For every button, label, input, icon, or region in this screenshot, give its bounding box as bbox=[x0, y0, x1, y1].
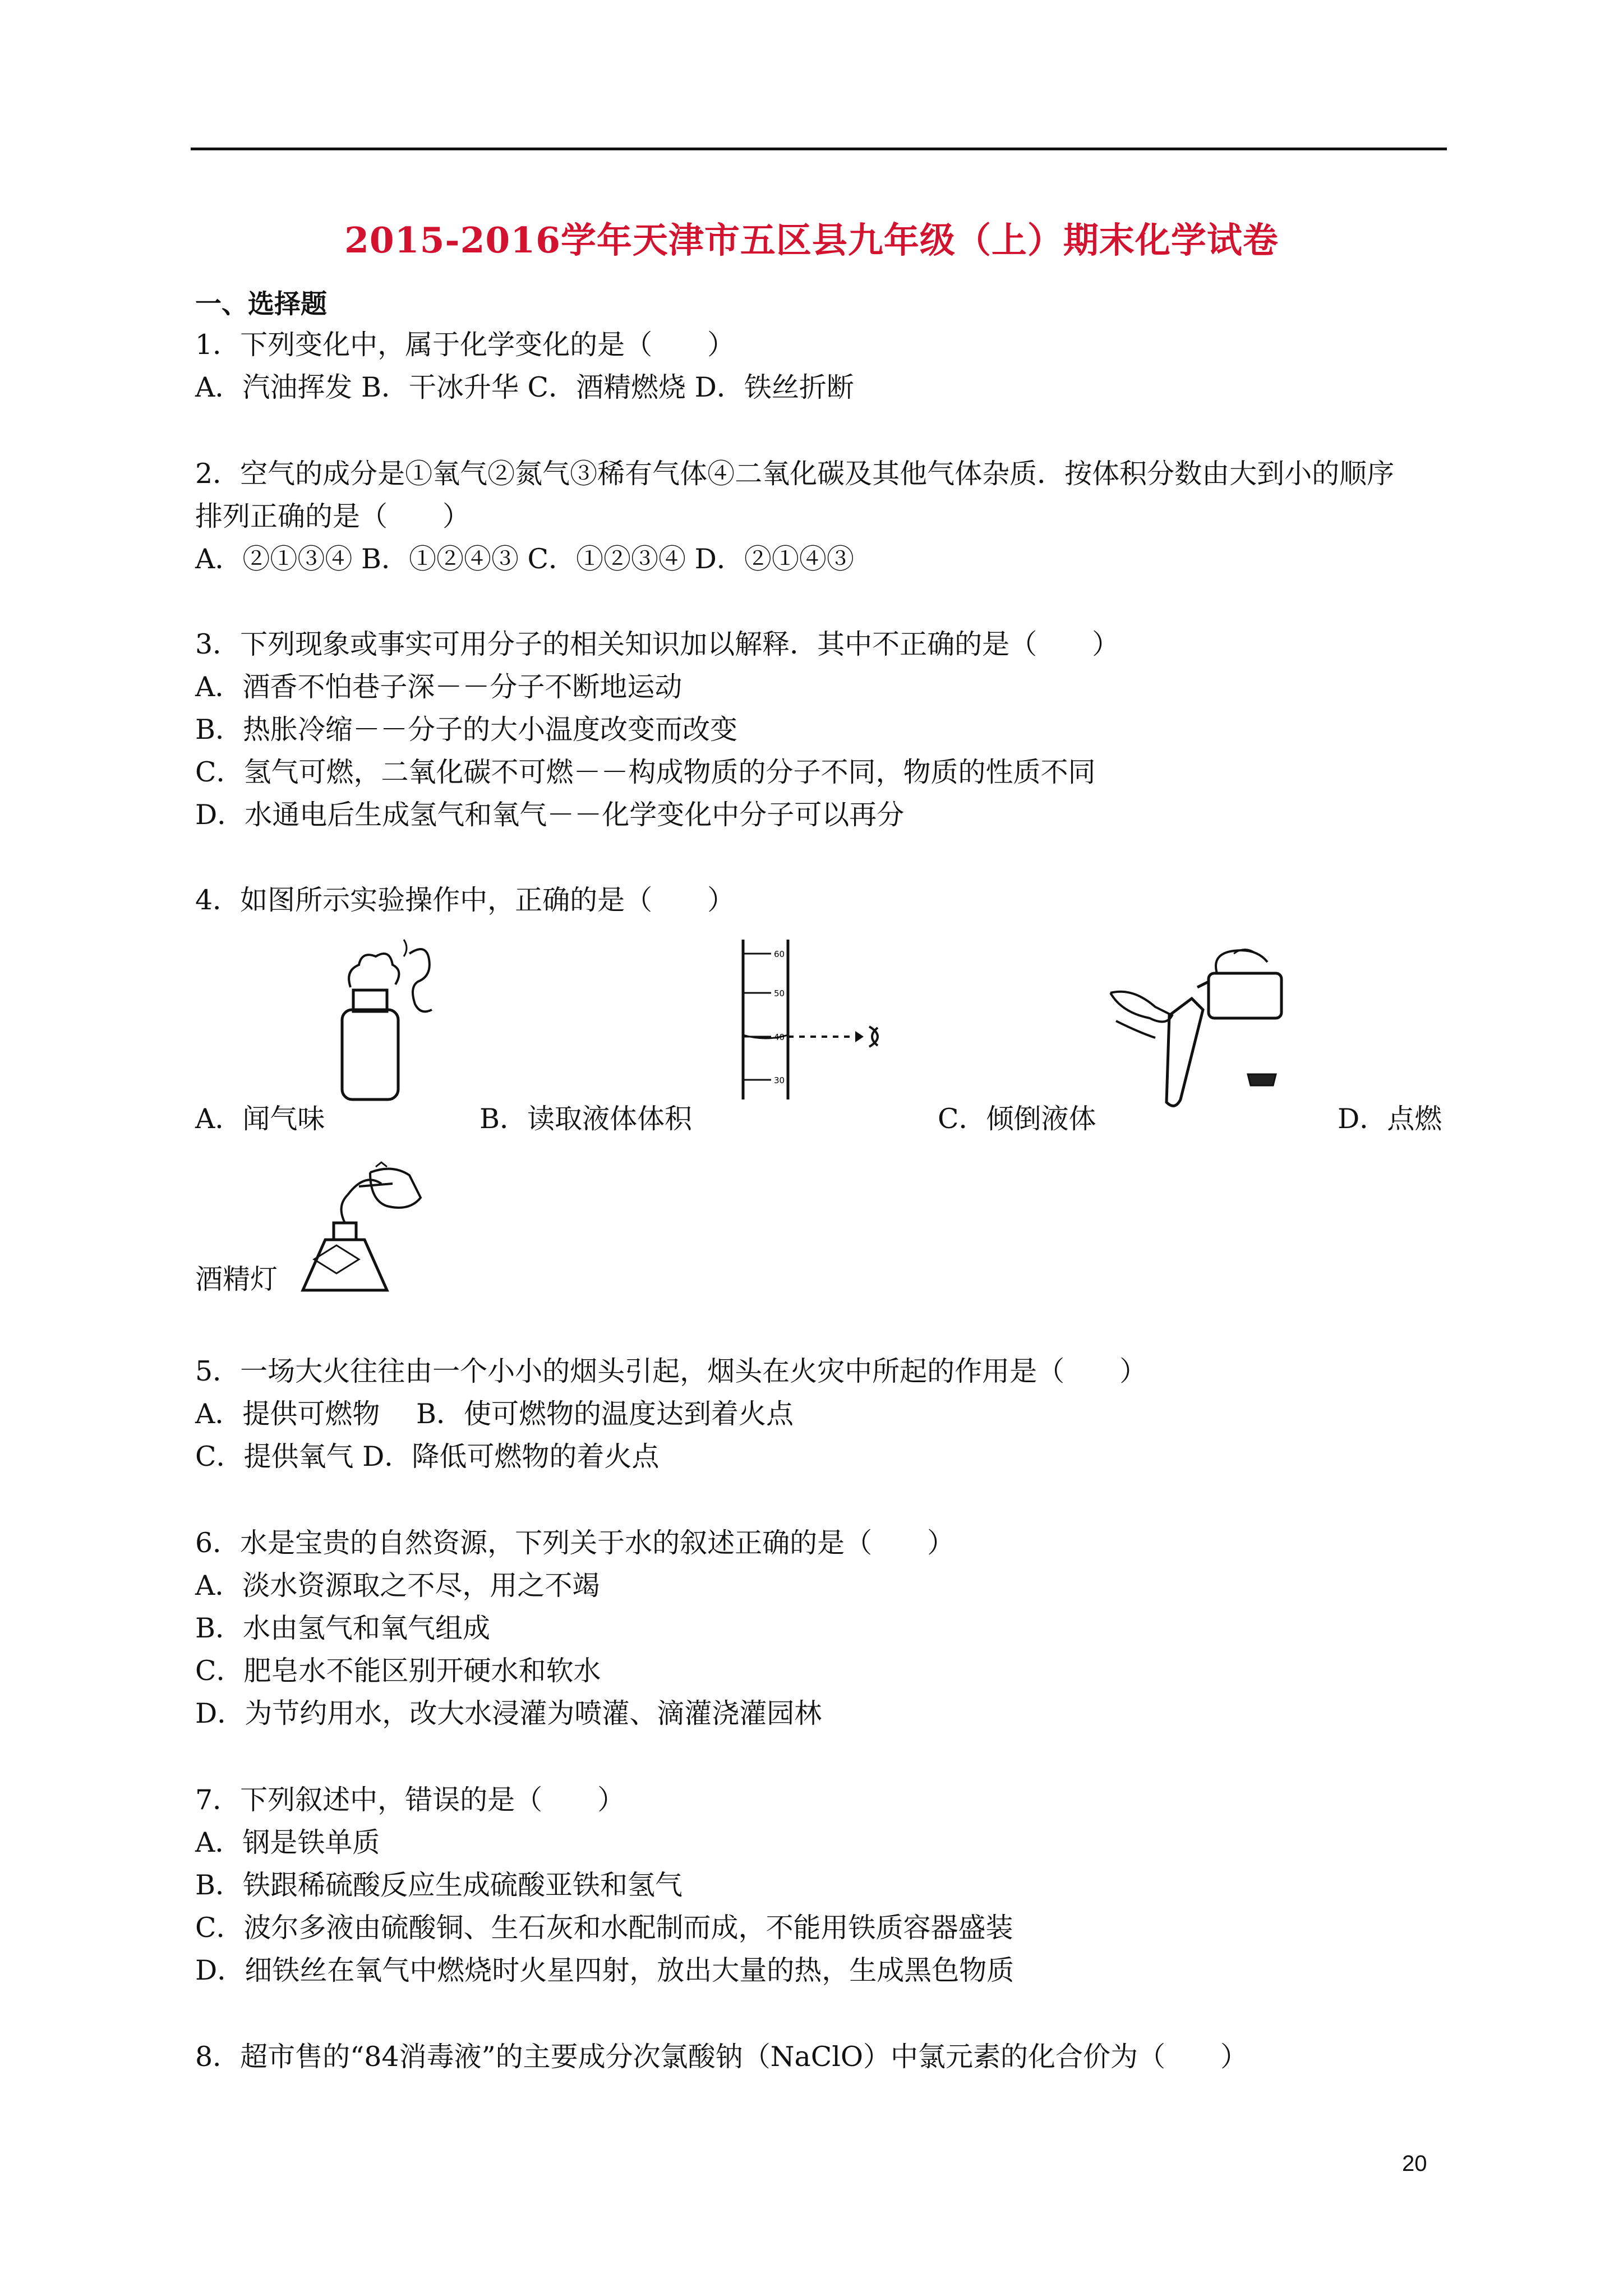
question-4-stem: 4．如图所示实验操作中，正确的是（ ） bbox=[195, 884, 735, 916]
figure-light-alcohol-lamp bbox=[292, 1161, 437, 1296]
question-4-option-d-cont: 酒精灯 bbox=[195, 1263, 278, 1295]
question-5-options-ab: A．提供可燃物 B．使可燃物的温度达到着火点 bbox=[195, 1398, 794, 1430]
question-7-option-c: C．波尔多液由硫酸铜、生石灰和水配制而成，不能用铁质容器盛装 bbox=[195, 1912, 1013, 1944]
question-1-stem: 1．下列变化中，属于化学变化的是（ ） bbox=[195, 329, 735, 361]
scale-label-60: 60 bbox=[774, 949, 785, 959]
question-6-stem: 6．水是宝贵的自然资源，下列关于水的叙述正确的是（ ） bbox=[195, 1527, 955, 1559]
figure-smell-gas bbox=[325, 937, 460, 1105]
question-6-option-a: A．淡水资源取之不尽，用之不竭 bbox=[195, 1570, 600, 1602]
question-3-option-b: B．热胀冷缩－－分子的大小温度改变而改变 bbox=[195, 714, 738, 746]
question-3-stem: 3．下列现象或事实可用分子的相关知识加以解释．其中不正确的是（ ） bbox=[195, 628, 1120, 660]
question-6-option-d: D．为节约用水，改大水浸灌为喷灌、滴灌浇灌园林 bbox=[195, 1697, 822, 1729]
question-3-option-d: D．水通电后生成氢气和氧气－－化学变化中分子可以再分 bbox=[195, 799, 905, 831]
question-3-option-c: C．氢气可燃，二氧化碳不可燃－－构成物质的分子不同，物质的性质不同 bbox=[195, 756, 1096, 788]
question-5-options-cd: C．提供氧气 D．降低可燃物的着火点 bbox=[195, 1441, 660, 1473]
scale-label-40: 40 bbox=[774, 1032, 785, 1042]
question-1-options: A．汽油挥发 B．干冰升华 C．酒精燃烧 D．铁丝折断 bbox=[195, 371, 854, 403]
question-4-option-a: A．闻气味 bbox=[195, 1103, 325, 1135]
question-4-option-c: C．倾倒液体 bbox=[938, 1103, 1096, 1135]
question-8-stem: 8．超市售的“84消毒液”的主要成分次氯酸钠（NaClO）中氯元素的化合价为（ ） bbox=[195, 2041, 1248, 2073]
question-6-option-b: B．水由氢气和氧气组成 bbox=[195, 1612, 491, 1644]
question-7-option-b: B．铁跟稀硫酸反应生成硫酸亚铁和氢气 bbox=[195, 1869, 683, 1901]
question-7-option-a: A．钢是铁单质 bbox=[195, 1826, 380, 1858]
question-3-option-a: A．酒香不怕巷子深－－分子不断地运动 bbox=[195, 671, 683, 703]
question-4-option-d: D．点燃 bbox=[1338, 1103, 1442, 1135]
figure-pour-liquid bbox=[1099, 942, 1312, 1116]
page-title: 2015-2016学年天津市五区县九年级（上）期末化学试卷 bbox=[344, 219, 1279, 261]
section-heading: 一、选择题 bbox=[195, 289, 327, 320]
scale-label-30: 30 bbox=[774, 1075, 785, 1085]
figure-read-volume bbox=[726, 937, 911, 1105]
question-6-option-c: C．肥皂水不能区别开硬水和软水 bbox=[195, 1655, 601, 1687]
question-2-options: A．②①③④ B．①②④③ C．①②③④ D．②①④③ bbox=[195, 543, 854, 575]
question-4-option-b: B．读取液体体积 bbox=[479, 1103, 693, 1135]
question-5-stem: 5．一场大火往往由一个小小的烟头引起，烟头在火灾中所起的作用是（ ） bbox=[195, 1355, 1147, 1387]
question-2-stem: 2．空气的成分是①氧气②氮气③稀有气体④二氧化碳及其他气体杂质．按体积分数由大到小的顺序 bbox=[195, 458, 1395, 490]
question-2-stem-cont: 排列正确的是（ ） bbox=[195, 500, 471, 532]
scale-label-50: 50 bbox=[774, 988, 785, 999]
header-rule bbox=[191, 148, 1447, 150]
page-number: 20 bbox=[1402, 2151, 1427, 2176]
question-7-stem: 7．下列叙述中，错误的是（ ） bbox=[195, 1784, 625, 1816]
question-7-option-d: D．细铁丝在氧气中燃烧时火星四射，放出大量的热，生成黑色物质 bbox=[195, 1954, 1015, 1986]
